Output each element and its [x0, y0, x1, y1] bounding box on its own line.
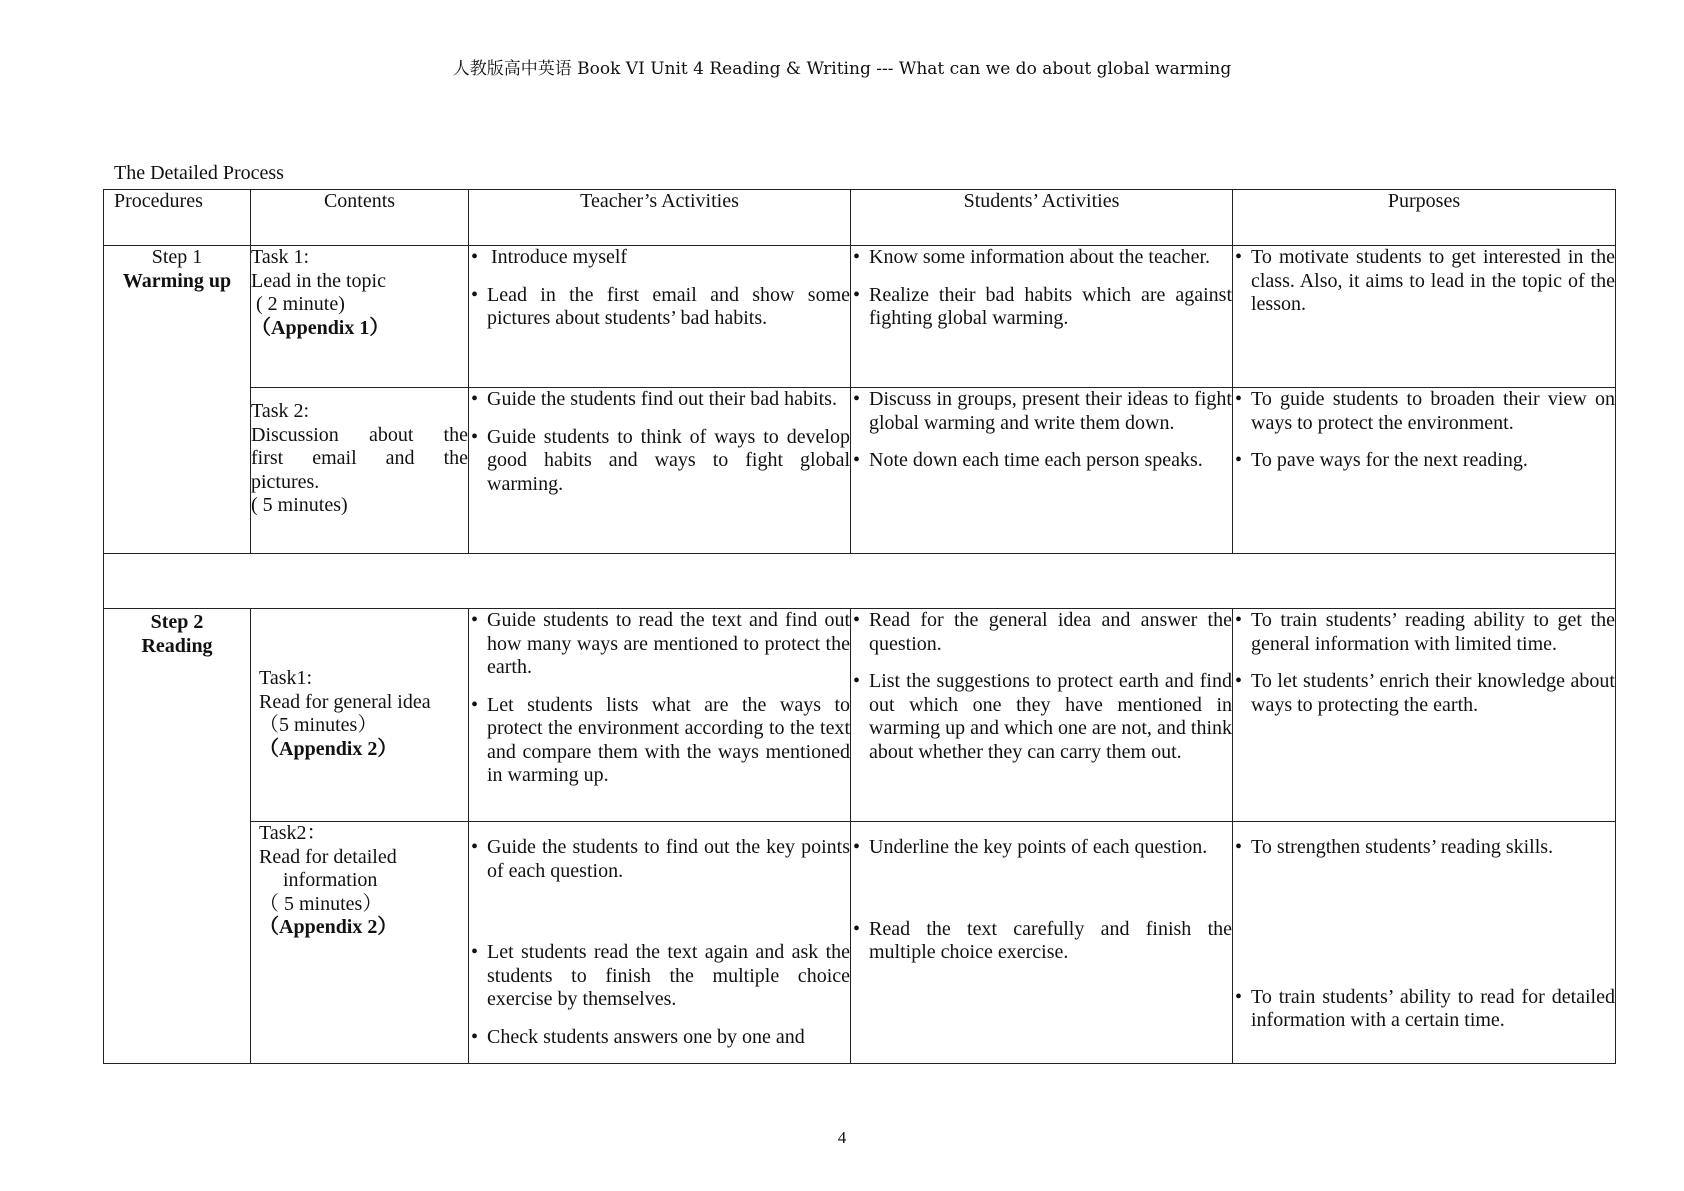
- step1-label: Step 1: [151, 246, 203, 268]
- step1-task1-contents: [251, 246, 469, 388]
- list-item: • Read for the general idea and answer the question.: [851, 609, 1232, 656]
- task-title: Task 2:: [251, 400, 310, 422]
- column-header-purposes: Purposes: [1233, 190, 1616, 246]
- document-header: 人教版高中英语 Book VI Unit 4 Reading & Writing --- What can we do about global warming: [452, 59, 1232, 79]
- empty-cell: [104, 554, 1616, 609]
- step1-task2-students: [851, 388, 1233, 554]
- task-title: Task1:: [259, 667, 313, 689]
- list-item: • Guide the students to find out the key points of each question.: [469, 836, 850, 883]
- table-row: [104, 609, 1616, 822]
- list-item: • Discuss in groups, present their ideas to fight global warming and write them down.: [851, 388, 1232, 435]
- step2-task2-teacher: [469, 822, 851, 1064]
- list-item: • Let students lists what are the ways to protect the environment according to the text and compare them with the ways mentioned in warming up.: [469, 694, 850, 788]
- task-title: Task 1:: [251, 246, 310, 268]
- step1-task2-teacher: [469, 388, 851, 554]
- list-item: • Underline the key points of each question.: [851, 836, 1232, 860]
- step2-task1-purposes: [1233, 609, 1616, 822]
- step2-task2-purposes: [1233, 822, 1616, 1064]
- list-item: • To let students’ enrich their knowledge about ways to protecting the earth.: [1233, 670, 1615, 717]
- table-row: [104, 388, 1616, 554]
- list-item: • Lead in the first email and show some pictures about students’ bad habits.: [469, 284, 850, 331]
- step2-procedure-cell: [104, 609, 251, 1064]
- step1-procedure-cell: [104, 246, 251, 554]
- step1-task2-purposes: [1233, 388, 1616, 554]
- list-item: • Realize their bad habits which are against fighting global warming.: [851, 284, 1232, 331]
- list-item: • To pave ways for the next reading.: [1233, 449, 1615, 473]
- list-item: • Check students answers one by one and: [469, 1026, 850, 1050]
- list-item: • To strengthen students’ reading skills.: [1233, 836, 1615, 860]
- table-header-row: [104, 190, 1616, 246]
- page-number: 4: [837, 1128, 847, 1147]
- task-desc: Read for general idea: [259, 690, 431, 713]
- list-item: • Guide students to read the text and find out how many ways are mentioned to protect the earth.: [469, 609, 850, 680]
- column-header-procedures: Procedures: [104, 190, 251, 246]
- step1-task1-purposes: [1233, 246, 1616, 388]
- list-item: • Know some information about the teacher.: [851, 246, 1232, 270]
- step1-task2-contents: [251, 388, 469, 554]
- list-item: • Introduce myself: [469, 246, 850, 270]
- task-appendix: （Appendix 2）: [259, 737, 398, 760]
- step1-task1-teacher: [469, 246, 851, 388]
- list-item: • Let students read the text again and ask the students to finish the multiple choice exercise by themselves.: [469, 941, 850, 1012]
- step2-name: Reading: [141, 634, 213, 657]
- step2-task1-contents: [251, 609, 469, 822]
- list-item: • To train students’ ability to read for detailed information with a certain time.: [1233, 986, 1615, 1033]
- task-time: （5 minutes）: [259, 714, 378, 736]
- task-desc-line: pictures.: [251, 470, 320, 493]
- list-item: • Note down each time each person speaks.: [851, 449, 1232, 473]
- task-time: ( 2 minute): [256, 293, 345, 315]
- step2-task2-students: [851, 822, 1233, 1064]
- list-item: • Guide students to think of ways to develop good habits and ways to fight global warming.: [469, 426, 850, 497]
- step1-name: Warming up: [122, 269, 232, 292]
- task-desc-line: information: [283, 869, 378, 891]
- table-row: [104, 822, 1616, 1064]
- task-desc-line: first email and the: [251, 447, 468, 469]
- process-table: [103, 189, 1616, 1064]
- step2-task2-contents: [251, 822, 469, 1064]
- list-item: • To train students’ reading ability to get the general information with limited time.: [1233, 609, 1615, 656]
- step2-task1-students: [851, 609, 1233, 822]
- step2-label: Step 2: [150, 611, 204, 633]
- section-title: The Detailed Process: [114, 162, 284, 184]
- task-desc-line: Read for detailed: [259, 845, 397, 868]
- step2-task1-teacher: [469, 609, 851, 822]
- column-header-teacher: Teacher’s Activities: [469, 190, 851, 246]
- list-item: • Guide the students find out their bad habits.: [469, 388, 850, 412]
- task-appendix: （Appendix 1）: [251, 316, 390, 339]
- column-header-contents: Contents: [251, 190, 469, 246]
- column-header-students: Students’ Activities: [851, 190, 1233, 246]
- task-desc: Lead in the topic: [251, 269, 386, 292]
- task-title: Task2：: [259, 822, 327, 844]
- spacer-row: [104, 554, 1616, 609]
- task-time: （ 5 minutes）: [259, 892, 383, 915]
- list-item: • To guide students to broaden their view on ways to protect the environment.: [1233, 388, 1615, 435]
- task-appendix: （Appendix 2）: [259, 916, 398, 938]
- table-row: [104, 246, 1616, 388]
- task-desc-line: Discussion about the: [251, 423, 468, 446]
- list-item: • To motivate students to get interested in the class. Also, it aims to lead in the topic of the lesson.: [1233, 246, 1615, 317]
- list-item: • List the suggestions to protect earth and find out which one they have mentioned in warming up and which one are not, and think about whether they can carry them out.: [851, 670, 1232, 764]
- list-item: • Read the text carefully and finish the multiple choice exercise.: [851, 918, 1232, 965]
- task-time: ( 5 minutes): [251, 494, 348, 516]
- step1-task1-students: [851, 246, 1233, 388]
